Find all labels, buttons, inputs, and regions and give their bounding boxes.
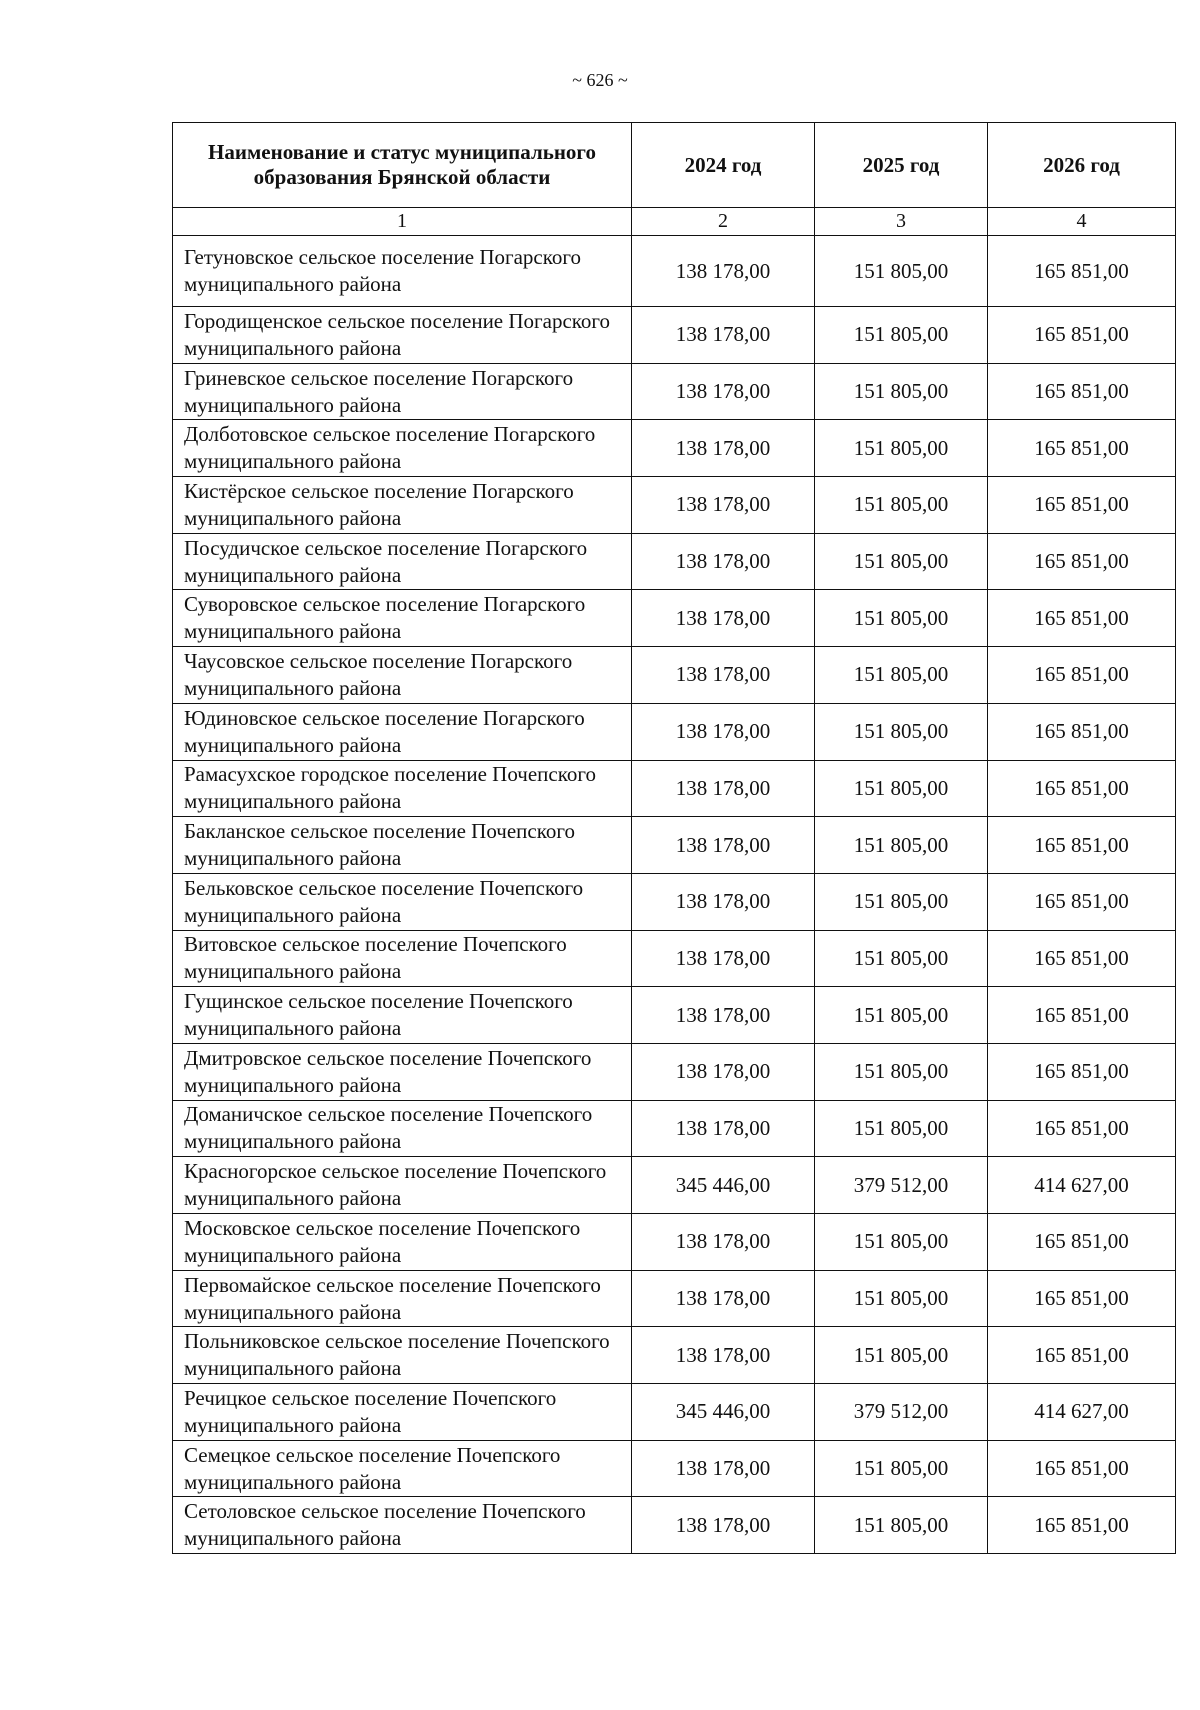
value-2024: 138 178,00 [632,703,815,760]
value-2025: 151 805,00 [815,1497,988,1554]
value-2024: 138 178,00 [632,1270,815,1327]
table-row [173,1043,1176,1100]
value-2026: 165 851,00 [988,533,1176,590]
municipality-name: Посудичское сельское поселение Погарского муниципального района [173,533,632,590]
table-row [173,533,1176,590]
table-row [173,930,1176,987]
value-2024: 138 178,00 [632,1214,815,1271]
value-2024: 138 178,00 [632,363,815,420]
table-row [173,420,1176,477]
table-row [173,987,1176,1044]
table-row [173,817,1176,874]
table-row [173,477,1176,534]
value-2026: 165 851,00 [988,477,1176,534]
header-2025: 2025 год [815,123,988,208]
column-number: 2 [632,208,815,236]
municipality-name: Юдиновское сельское поселение Погарского муниципального района [173,703,632,760]
value-2024: 345 446,00 [632,1157,815,1214]
municipality-name: Речицкое сельское поселение Почепского муниципального района [173,1384,632,1441]
value-2025: 151 805,00 [815,307,988,364]
value-2026: 165 851,00 [988,1043,1176,1100]
table-row [173,647,1176,704]
value-2024: 138 178,00 [632,420,815,477]
value-2024: 138 178,00 [632,873,815,930]
value-2026: 165 851,00 [988,647,1176,704]
value-2025: 379 512,00 [815,1157,988,1214]
value-2024: 138 178,00 [632,760,815,817]
value-2025: 151 805,00 [815,703,988,760]
table-row [173,1384,1176,1441]
value-2024: 138 178,00 [632,1440,815,1497]
value-2026: 165 851,00 [988,760,1176,817]
header-name: Наименование и статус муниципального образования Брянской области [173,123,632,208]
table-row [173,1157,1176,1214]
table-row [173,1440,1176,1497]
municipality-name: Московское сельское поселение Почепского муниципального района [173,1214,632,1271]
value-2025: 151 805,00 [815,930,988,987]
header-2024: 2024 год [632,123,815,208]
value-2025: 151 805,00 [815,363,988,420]
table-row [173,236,1176,307]
column-number: 3 [815,208,988,236]
value-2025: 151 805,00 [815,533,988,590]
value-2026: 165 851,00 [988,307,1176,364]
column-number-row [173,208,1176,236]
value-2025: 151 805,00 [815,1270,988,1327]
table-row [173,873,1176,930]
column-number: 4 [988,208,1176,236]
value-2025: 379 512,00 [815,1384,988,1441]
value-2026: 165 851,00 [988,1270,1176,1327]
municipality-name: Чаусовское сельское поселение Погарского муниципального района [173,647,632,704]
value-2026: 165 851,00 [988,873,1176,930]
value-2024: 138 178,00 [632,1043,815,1100]
municipality-name: Рамасухское городское поселение Почепского муниципального района [173,760,632,817]
value-2026: 165 851,00 [988,930,1176,987]
municipality-name: Доманичское сельское поселение Почепского муниципального района [173,1100,632,1157]
municipality-name: Дмитровское сельское поселение Почепского муниципального района [173,1043,632,1100]
value-2024: 345 446,00 [632,1384,815,1441]
value-2024: 138 178,00 [632,1327,815,1384]
value-2024: 138 178,00 [632,930,815,987]
value-2026: 165 851,00 [988,420,1176,477]
budget-table [172,122,1176,1554]
value-2025: 151 805,00 [815,236,988,307]
table-row [173,307,1176,364]
municipality-name: Первомайское сельское поселение Почепского муниципального района [173,1270,632,1327]
municipality-name: Суворовское сельское поселение Погарского муниципального района [173,590,632,647]
value-2026: 165 851,00 [988,1497,1176,1554]
value-2026: 165 851,00 [988,703,1176,760]
municipality-name: Кистёрское сельское поселение Погарского муниципального района [173,477,632,534]
municipality-name: Польниковское сельское поселение Почепского муниципального района [173,1327,632,1384]
municipality-name: Семецкое сельское поселение Почепского муниципального района [173,1440,632,1497]
municipality-name: Бельковское сельское поселение Почепского муниципального района [173,873,632,930]
table-row [173,363,1176,420]
value-2025: 151 805,00 [815,760,988,817]
municipality-name: Гриневское сельское поселение Погарского муниципального района [173,363,632,420]
table-row [173,1327,1176,1384]
value-2026: 165 851,00 [988,1327,1176,1384]
value-2026: 165 851,00 [988,363,1176,420]
municipality-name: Долботовское сельское поселение Погарского муниципального района [173,420,632,477]
table-body [173,236,1176,1554]
value-2025: 151 805,00 [815,1043,988,1100]
value-2026: 414 627,00 [988,1157,1176,1214]
value-2025: 151 805,00 [815,1440,988,1497]
value-2026: 165 851,00 [988,817,1176,874]
value-2025: 151 805,00 [815,1327,988,1384]
table-row [173,703,1176,760]
municipality-name: Гетуновское сельское поселение Погарского муниципального района [173,236,632,307]
value-2026: 165 851,00 [988,590,1176,647]
table-row [173,1497,1176,1554]
value-2025: 151 805,00 [815,1214,988,1271]
value-2024: 138 178,00 [632,533,815,590]
municipality-name: Бакланское сельское поселение Почепского муниципального района [173,817,632,874]
value-2026: 165 851,00 [988,1214,1176,1271]
municipality-name: Гущинское сельское поселение Почепского муниципального района [173,987,632,1044]
municipality-name: Красногорское сельское поселение Почепского муниципального района [173,1157,632,1214]
value-2024: 138 178,00 [632,817,815,874]
value-2024: 138 178,00 [632,987,815,1044]
table-header-row [173,123,1176,208]
municipality-name: Городищенское сельское поселение Погарского муниципального района [173,307,632,364]
value-2024: 138 178,00 [632,1497,815,1554]
value-2025: 151 805,00 [815,987,988,1044]
value-2025: 151 805,00 [815,647,988,704]
table-row [173,760,1176,817]
table-row [173,1100,1176,1157]
value-2024: 138 178,00 [632,307,815,364]
value-2026: 165 851,00 [988,236,1176,307]
value-2025: 151 805,00 [815,420,988,477]
value-2024: 138 178,00 [632,477,815,534]
value-2024: 138 178,00 [632,590,815,647]
value-2026: 165 851,00 [988,987,1176,1044]
value-2026: 165 851,00 [988,1100,1176,1157]
table-row [173,1214,1176,1271]
page-number: ~ 626 ~ [572,70,628,90]
table-row [173,1270,1176,1327]
value-2024: 138 178,00 [632,647,815,704]
municipality-name: Витовское сельское поселение Почепского муниципального района [173,930,632,987]
column-number: 1 [173,208,632,236]
municipality-name: Сетоловское сельское поселение Почепского муниципального района [173,1497,632,1554]
value-2024: 138 178,00 [632,1100,815,1157]
value-2025: 151 805,00 [815,1100,988,1157]
table-row [173,590,1176,647]
header-2026: 2026 год [988,123,1176,208]
value-2025: 151 805,00 [815,817,988,874]
value-2025: 151 805,00 [815,477,988,534]
value-2025: 151 805,00 [815,590,988,647]
value-2026: 165 851,00 [988,1440,1176,1497]
value-2024: 138 178,00 [632,236,815,307]
value-2026: 414 627,00 [988,1384,1176,1441]
value-2025: 151 805,00 [815,873,988,930]
